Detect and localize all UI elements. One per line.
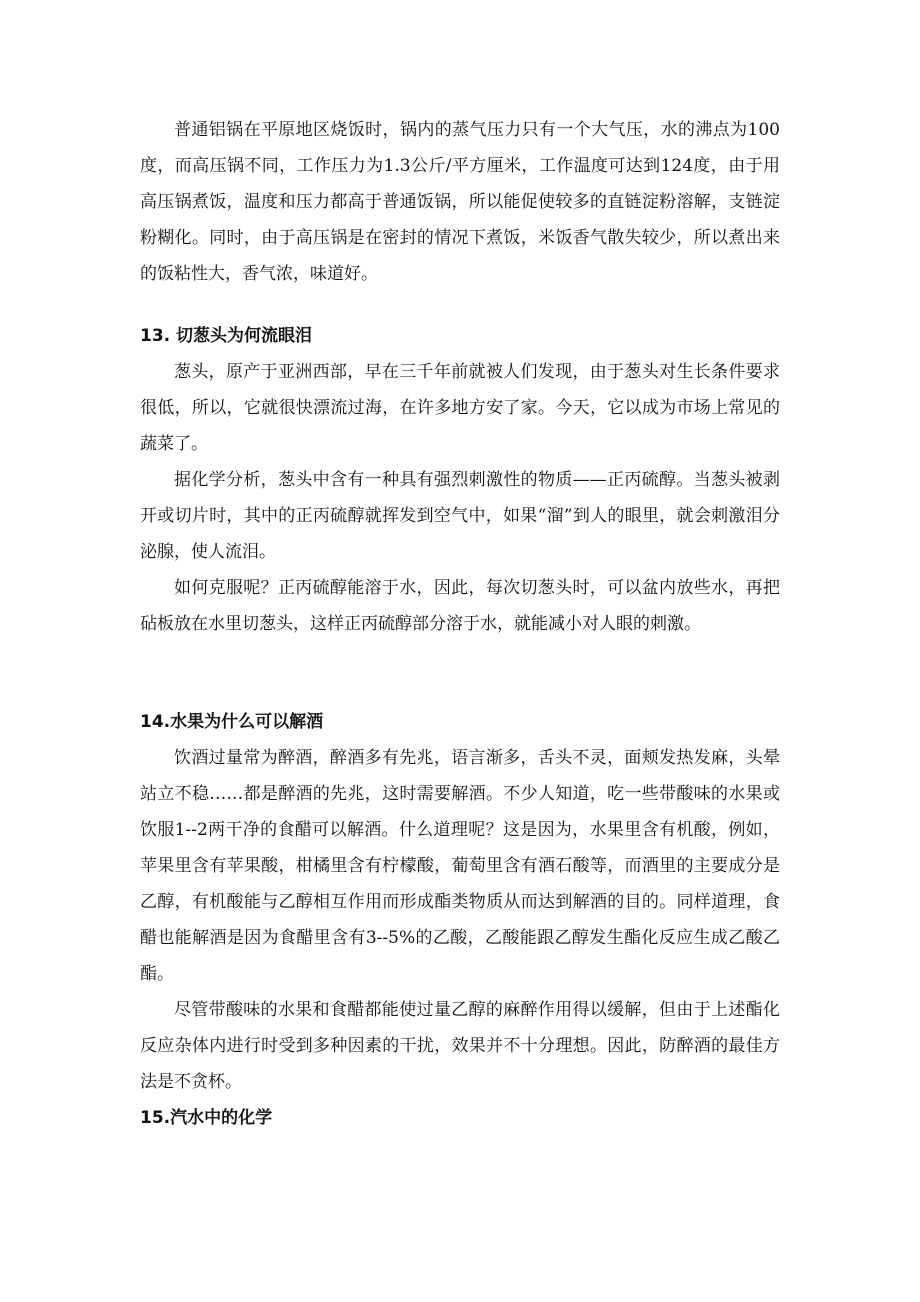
section-spacer (140, 642, 780, 704)
section-14-heading: 14.水果为什么可以解酒 (140, 712, 324, 732)
intro-paragraph: 普通铝锅在平原地区烧饭时，锅内的蒸气压力只有一个大气压，水的沸点为100度，而高压锅不同，工作压力为1.3公斤/平方厘米，工作温度可达到124度，由于用高压锅煮饭，温度和压力都高于普通饭锅，所以能促使较多的直链淀粉溶解，支链淀粉糊化。同时，由于高压锅是在密封的情况下煮饭，米饭香气散失较少，所以煮出来的饭粘性大，香气浓，味道好。 (140, 120, 780, 284)
section-15-heading: 15.汽水中的化学 (140, 1108, 273, 1128)
section-14-paragraph-2: 尽管带酸味的水果和食醋都能使过量乙醇的麻醉作用得以缓解，但由于上述酯化反应杂体内进行时受到多种因素的干扰，效果并不十分理想。因此，防醉酒的最佳方法是不贪杯。 (140, 1000, 780, 1092)
section-13-paragraph-2: 据化学分析，葱头中含有一种具有强烈刺激性的物质——正丙硫醇。当葱头被剥开或切片时，其中的正丙硫醇就挥发到空气中，如果“溜”到人的眼里，就会刺激泪分泌腺，使人流泪。 (140, 470, 780, 562)
section-13-paragraph-3: 如何克服呢？正丙硫醇能溶于水，因此，每次切葱头时，可以盆内放些水，再把砧板放在水里切葱头，这样正丙硫醇部分溶于水，就能减小对人眼的刺激。 (140, 578, 780, 634)
section-14-paragraph-1: 饮酒过量常为醉酒，醉酒多有先兆，语言渐多，舌头不灵，面颊发热发麻，头晕站立不稳……都是醉酒的先兆，这时需要解酒。不少人知道，吃一些带酸味的水果或饮服1--2两干净的食醋可以解酒。什么道理呢？这是因为，水果里含有机酸，例如，苹果里含有苹果酸，柑橘里含有柠檬酸，葡萄里含有酒石酸等，而酒里的主要成分是乙醇，有机酸能与乙醇相互作用而形成酯类物质从而达到解酒的目的。同样道理，食醋也能解酒是因为食醋里含有3--5%的乙酸，乙酸能跟乙醇发生酯化反应生成乙酸乙酯。 (140, 748, 780, 984)
document-page (140, 112, 780, 1136)
section-spacer (140, 292, 780, 318)
section-13-paragraph-1: 葱头，原产于亚洲西部，早在三千年前就被人们发现，由于葱头对生长条件要求很低，所以，它就很快漂流过海，在许多地方安了家。今天，它以成为市场上常见的蔬菜了。 (140, 362, 780, 454)
section-13-heading: 13. 切葱头为何流眼泪 (140, 326, 313, 346)
